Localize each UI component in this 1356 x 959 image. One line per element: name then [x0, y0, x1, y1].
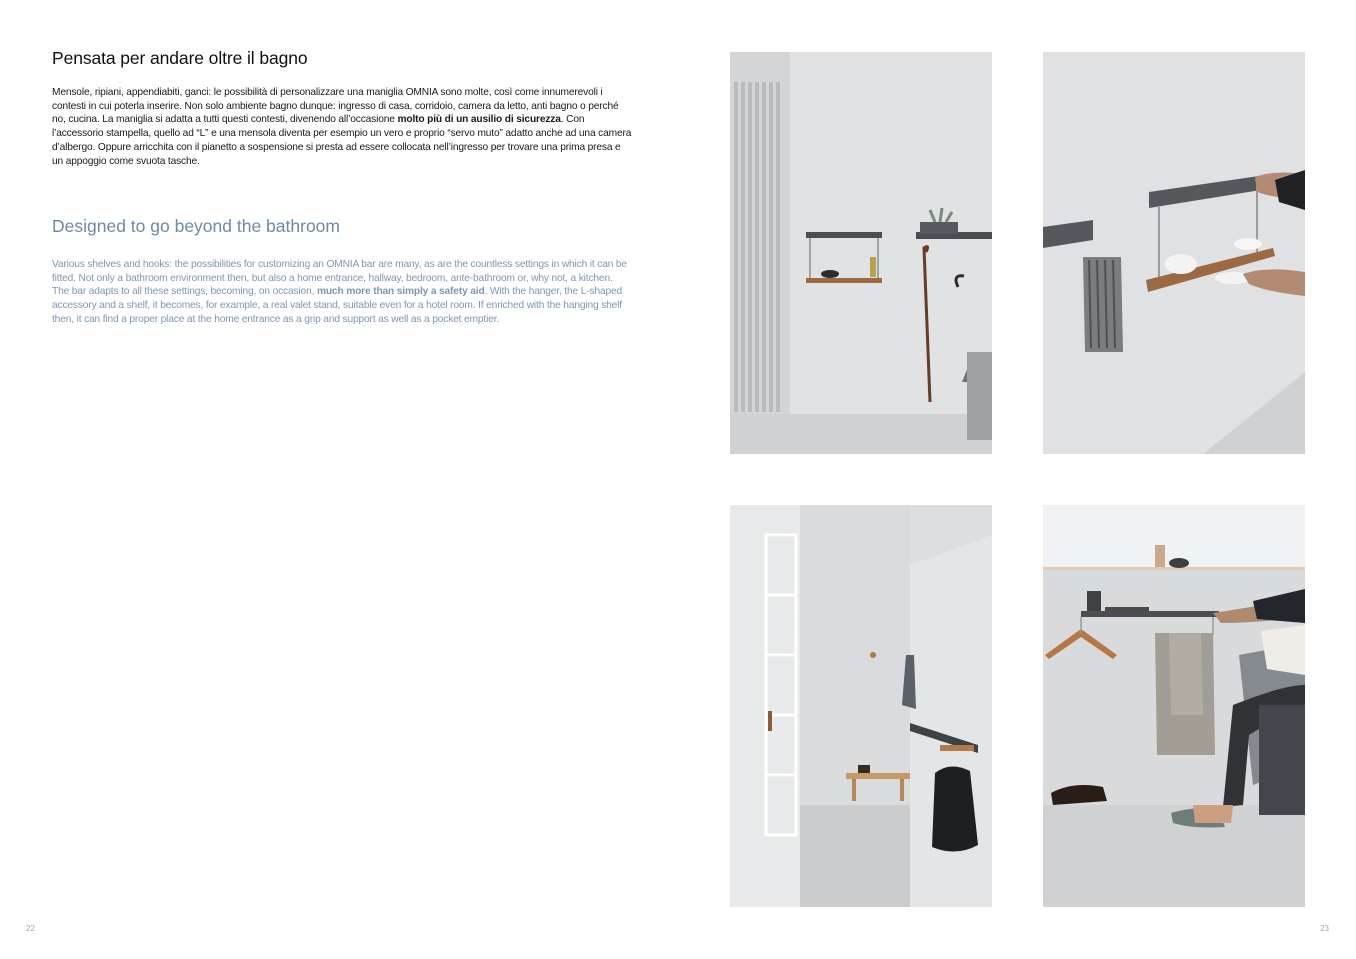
photo-hallway-backpack: [730, 505, 992, 907]
english-body: [52, 258, 632, 327]
page-number-left: 22: [26, 924, 35, 933]
italian-body-text-2: . Con l’accessorio stampella, quello ad “L” e una mensola diventa per esempio un vero e proprio “servo muto” adatto anche ad una camera d’albergo. Oppure arricchita con il pianetto a sospensione si presta ad essere collocata nell’ingresso per trovare una prima presa e un appoggio come svuota tasche.: [52, 114, 632, 167]
italian-body: [52, 86, 632, 168]
italian-body-bold: molto più di un ausilio di sicurezza: [397, 114, 561, 126]
italian-body-text-1: Mensole, ripiani, appendiabiti, ganci: le possibilità di personalizzare una maniglia OMNIA sono molte, così come innumerevoli i contesti in cui poterla inserire. Non solo ambiente bagno dunque: ingresso di casa, corridoio, camera da letto, anti bagno o perché no, cucina. La maniglia si adatta a tutti questi contesti, divenendo all’occasione: [52, 87, 619, 126]
photo-entrance-shelf: [730, 52, 992, 454]
english-body-text-1: Various shelves and hooks: the possibilities for customizing an OMNIA bar are many, as are the countless settings in which it can be fitted. Not only a bathroom environment then, but also a home entrance, hallway, bedroom, ante-bathroom or, why not, a kitchen. The bar adapts to all these settings, becoming, on occasion,: [52, 259, 627, 298]
english-title: Designed to go beyond the bathroom: [52, 216, 340, 236]
italian-title: Pensata per andare oltre il bagno: [52, 48, 308, 68]
page-number-right: 23: [1320, 924, 1329, 933]
english-body-bold: much more than simply a safety aid: [316, 286, 485, 298]
english-body-text-2: . With the hanger, the L-shaped accessory and a shelf, it becomes, for example, a real valet stand, suitable even for a hotel room. If enriched with the hanging shelf then, it can find a proper place at the home entrance as a grip and support as well as a pocket emptier.: [52, 286, 623, 325]
italian-section: [52, 48, 632, 168]
photo-bedroom-valet: [1043, 505, 1305, 907]
photo-towel-cups: [1043, 52, 1305, 454]
